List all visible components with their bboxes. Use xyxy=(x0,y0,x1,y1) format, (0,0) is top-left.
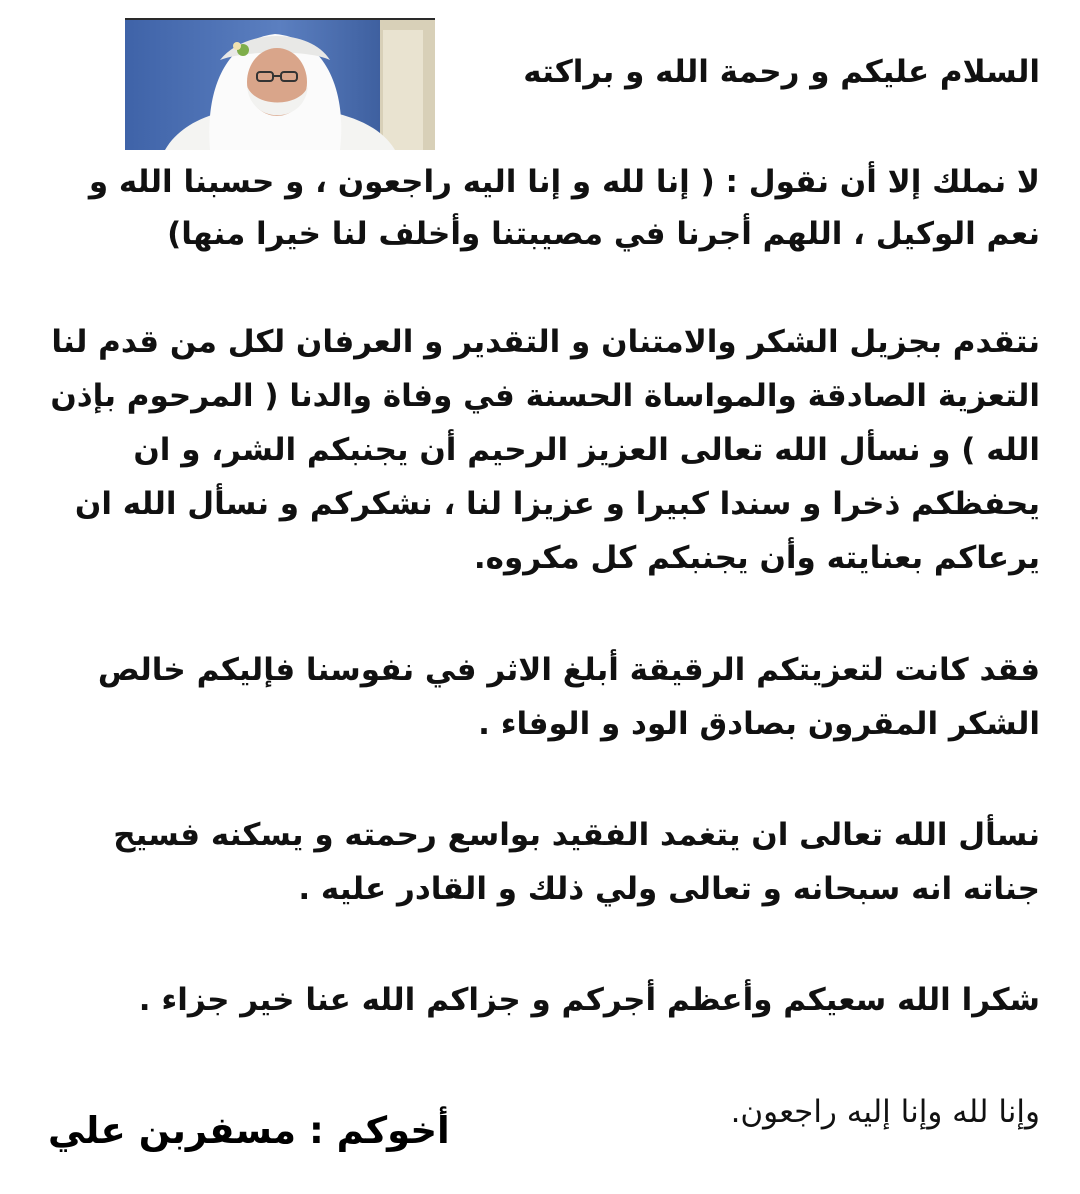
paragraph3-line2: الشكر المقرون بصادق الود و الوفاء . xyxy=(478,706,1040,742)
paragraph4-line1: نسأل الله تعالى ان يتغمد الفقيد بواسع رحمته و يسكنه فسيح xyxy=(113,817,1040,853)
paragraph4-line2: جناته انه سبحانه و تعالى ولي ذلك و القادر عليه . xyxy=(298,871,1040,907)
paragraph2-line5: يرعاكم بعنايته وأن يجنبكم كل مكروه. xyxy=(473,540,1040,576)
paragraph3-line1: فقد كانت لتعزيتكم الرقيقة أبلغ الاثر في نفوسنا فإليكم خالص xyxy=(97,652,1040,688)
paragraph2-line3: الله ) و نسأل الله تعالى العزيز الرحيم أن يجنبكم الشر، و ان xyxy=(133,432,1040,468)
paragraph2-line4: يحفظكم ذخرا و سندا كبيرا و عزيزا لنا ، نشكركم و نسأل الله ان xyxy=(74,486,1040,522)
paragraph2-line2: التعزية الصادقة والمواساة الحسنة في وفاة والدنا ( المرحوم بإذن xyxy=(50,378,1040,414)
paragraph1-line1: لا نملك إلا أن نقول : ( إنا لله و إنا اليه راجعون ، و حسبنا الله و xyxy=(88,164,1040,200)
greeting: السلام عليكم و رحمة الله و براكته xyxy=(523,54,1040,90)
portrait-photo xyxy=(125,18,435,150)
portrait-illustration xyxy=(125,20,435,150)
closing-line: وإنا لله وإنا إليه راجعون. xyxy=(730,1094,1040,1130)
paragraph1-line2: نعم الوكيل ، اللهم أجرنا في مصيبتنا وأخلف لنا خيرا منها) xyxy=(167,216,1040,252)
signature: أخوكم : مسفربن علي xyxy=(48,1109,450,1152)
paragraph5: شكرا الله سعيكم وأعظم أجركم و جزاكم الله عنا خير جزاء . xyxy=(138,982,1040,1018)
paragraph2-line1: نتقدم بجزيل الشكر والامتنان و التقدير و العرفان لكل من قدم لنا xyxy=(51,324,1040,360)
